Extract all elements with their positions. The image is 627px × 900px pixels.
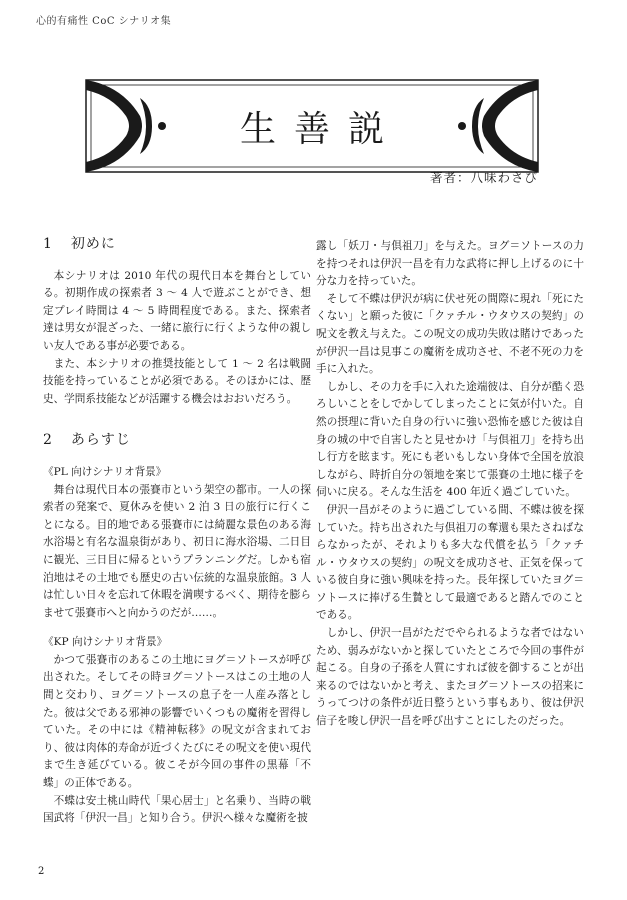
right-column	[316, 238, 584, 731]
paragraph: 本シナリオは 2010 年代の現代日本を舞台としている。初期作成の探索者 3 ～ 4 人で遊ぶことができ、想定プレイ時間は 4 ～ 5 時間程度である。また、探索者達は男女が混ざった、一緒に旅行に行くような仲の親しい友人である事が必要である。	[43, 269, 311, 352]
paragraph: 露し「妖刀・与倶祖刀」を与えた。ヨグ＝ソトースの力を持つそれは伊沢一昌を有力な武将に押し上げるのに十分な力を持っていた。	[316, 240, 584, 288]
author-credit: 著者：八味わさび	[430, 170, 539, 185]
section-heading-synopsis	[43, 432, 311, 450]
section-number: 2	[43, 432, 53, 449]
left-column	[43, 230, 311, 828]
paragraph: しかし、伊沢一昌がただでやられるような者ではないため、弱みがないかと探していたところで今回の事件が起こる。自身の子孫を人質にすれば彼を御することが出来るのではないかと考え、またヨグ＝ソトースの招来にうってつけの条件が近日整うという事もあり、彼は伊沢信子を唆し伊沢一昌を呼び出すことにしたのだった。	[316, 627, 584, 728]
paragraph: そして不蝶は伊沢が病に伏せ死の間際に現れ「死にたくない」と願った彼に「クァチル・ウタウスの契約」の呪文を教え与えた。この呪文の成功失敗は賭けであったが伊沢一昌は見事この魔術を成功させ、不老不死の力を手に入れた。	[316, 292, 584, 376]
paragraph: かつて張賽市のあるこの土地にヨグ＝ソトースが呼び出された。そしてその時ヨグ＝ソトースはこの土地の人間と交わり、ヨグ＝ソトースの息子を一人産み落とした。彼は父である邪神の影響でいくつもの魔術を習得していた。その中には《精神転移》の呪文が含まれており、彼は肉体的寿命が近づくたびにその呪文を使い現代まで生き延びている。彼こそが今回の事件の黒幕「不蝶」の正体である。	[43, 653, 311, 790]
page-number: 2	[38, 866, 45, 877]
subsection-label-kp: 《KP 向けシナリオ背景》	[43, 636, 168, 649]
title-banner	[82, 76, 542, 176]
paragraph: 不蝶は安土桃山時代「果心居士」と名乗り、当時の戦国武将「伊沢一昌」と知り合う。伊沢へ様々な魔術を披	[43, 794, 311, 825]
section-number: 1	[43, 236, 53, 252]
section-heading-intro	[43, 236, 311, 254]
page-title: 生善説	[239, 108, 402, 150]
running-head: 心的有痛性 CoC シナリオ集	[36, 16, 172, 27]
paragraph: また、本シナリオの推奨技能として 1 ～ 2 名は戦闘技能を持っていることが必須である。そのほかには、歴史、学問系技能などが活躍する機会はおおいだろう。	[43, 357, 311, 405]
subsection-label-pl: 《PL 向けシナリオ背景》	[43, 465, 167, 478]
section-title: 初めに	[70, 236, 116, 252]
paragraph: 伊沢一昌がそのように過ごしている間、不蝶は彼を探していた。持ち出された与倶祖刀の奪還も果たさねばならなかったが、それよりも多大な代償を払う「クァチル・ウタウスの契約」の呪文を成功させ、正気を保っている彼自身に強い興味を持った。長年探していたヨグ＝ソトースに捧げる生贄として最適であると踏んでのことである。	[316, 503, 584, 622]
section-title: あらすじ	[70, 432, 131, 449]
paragraph: しかし、その力を手に入れた途端彼は、自分が酷く恐ろしいことをしでかしてしまったことに気が付いた。自然の摂理に背いた自身の行いに強い恐怖を感じた彼は自身の城の中で自害したと見せかけ「与倶祖刀」を持ち出し行方を眩ます。死にも老いもしない身体で全国を放浪しながら、時折自分の領地を案じて張賽の土地に様子を伺いに戻る。そんな生活を 400 年近く過ごしていた。	[316, 380, 584, 499]
paragraph: 舞台は現代日本の張賽市という架空の都市。一人の探索者の発案で、夏休みを使い 2 泊 3 日の旅行に行くことになる。目的地である張賽市には綺麗な景色のある海水浴場と有名な温泉街があり、初日に海水浴場、二日目に観光、三日目に帰るというプランニングだ。しかも宿泊地はその土地でも歴史の古い伝統的な温泉旅館。3 人は忙しい日々を忘れて休暇を満喫するべく、期待を膨らませて張賽市へと向かうのだが……。	[43, 483, 311, 619]
